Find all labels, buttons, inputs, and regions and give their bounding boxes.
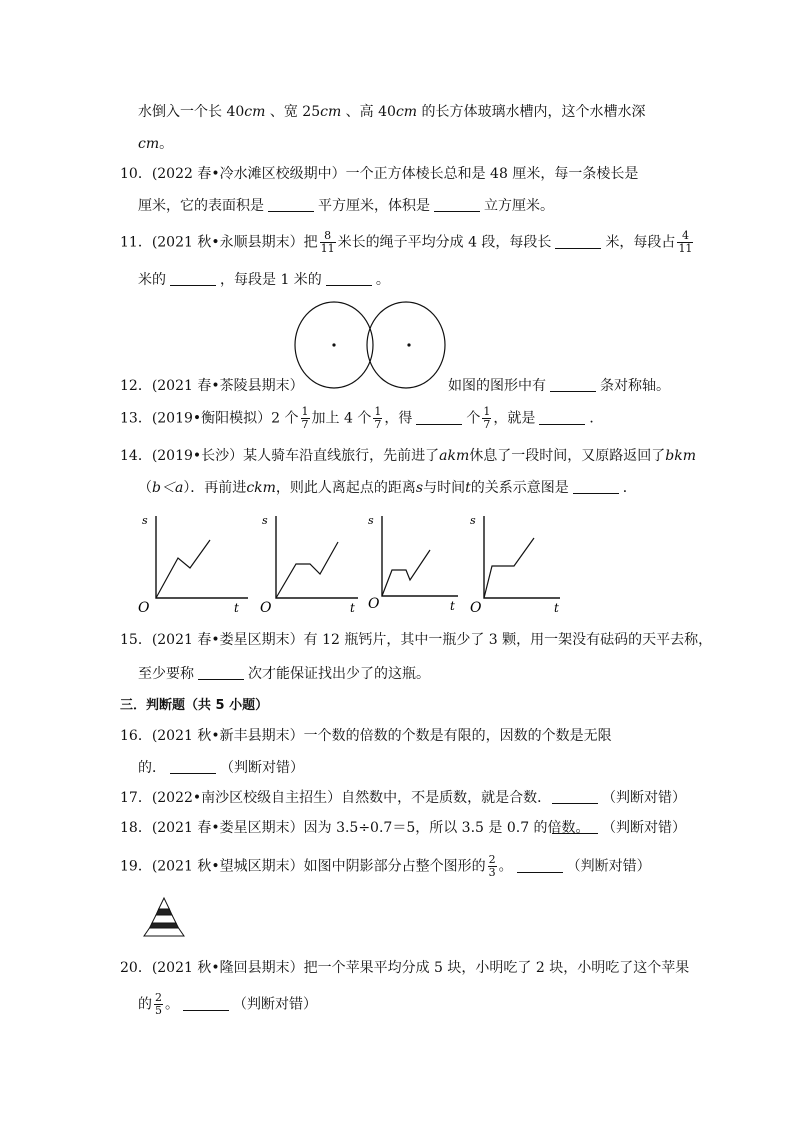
q20-line2: 的 $\frac{2}{5}$ 。 （判断对错） [138, 991, 317, 1017]
s-axis-label: s [142, 514, 148, 527]
shaded-triangle-figure [140, 896, 188, 938]
s-t-curve [156, 540, 210, 598]
answer-blank[interactable] [326, 271, 372, 286]
s-axis-label: s [262, 514, 268, 527]
origin-label: O [368, 596, 380, 612]
s-axis-label: s [368, 514, 374, 527]
answer-blank[interactable] [170, 271, 216, 286]
axes [156, 516, 248, 598]
q15-line1: 15．(2021 春•娄星区期末）有 12 瓶钙片，其中一瓶少了 3 颗，用一架没有砝码的天平去称， [120, 632, 713, 648]
q18-line: 18．(2021 春•娄星区期末）因为 3.5÷0.7＝5，所以 3.5 是 0.7 的倍数。 [120, 820, 590, 836]
q9-line1: 水倒入一个长 40cm 、宽 25cm 、高 40cm 的长方体玻璃水槽内，这个水槽水深 [138, 104, 646, 120]
q14-line2: （b＜a）．再前进ckm，则此人离起点的距离s与时间t的关系示意图是 ． [138, 480, 637, 496]
q18-judge: （判断对错） [548, 818, 686, 838]
graph-option-b [258, 508, 368, 616]
axes [382, 516, 458, 596]
t-axis-label: t [350, 601, 355, 615]
two-circles-figure [292, 300, 448, 392]
origin-label: O [138, 600, 150, 616]
q13-line: 13．(2019•衡阳模拟）2 个 $\frac{1}{7}$ 加上 4 个 $\frac{1}{7}$ ，得 个 $\frac{1}{7}$ ，就是 ． [120, 405, 604, 431]
q15-line2: 至少要称 次才能保证找出少了的这瓶。 [138, 666, 430, 682]
fraction: $\frac{1}{7}$ [374, 405, 382, 431]
s-axis-label: s [470, 514, 476, 527]
answer-blank[interactable] [416, 410, 462, 425]
answer-blank[interactable] [573, 479, 619, 494]
answer-blank[interactable] [434, 197, 480, 212]
q10-line2: 厘米，它的表面积是 平方厘米，体积是 立方厘米。 [138, 198, 554, 214]
answer-blank[interactable] [183, 996, 229, 1011]
fraction: $\frac{8}{11}$ [320, 229, 335, 255]
graph-option-a [136, 508, 256, 616]
q14-line1: 14．(2019•长沙）某人骑车沿直线旅行，先前进了akm休息了一段时间，又原路返回了bkm [120, 448, 697, 464]
q9-line2: cm。 [138, 136, 174, 152]
answer-blank[interactable] [517, 858, 563, 873]
axes [276, 516, 358, 598]
t-axis-label: t [450, 599, 455, 613]
answer-blank[interactable] [170, 759, 216, 774]
triangle-band-bottom [144, 928, 184, 936]
section-3-title: 三．判断题（共 5 小题） [120, 698, 269, 713]
right-center-dot [407, 343, 410, 346]
q19-line: 19．(2021 秋•望城区期末）如图中阴影部分占整个图形的 $\frac{2}{3}$ 。 （判断对错） [120, 853, 651, 879]
triangle-band-3 [152, 915, 176, 923]
fraction: $\frac{2}{3}$ [488, 853, 496, 879]
answer-blank[interactable] [550, 377, 596, 392]
answer-blank[interactable] [555, 234, 601, 249]
q12-suffix: 如图的图形中有 条对称轴。 [448, 378, 670, 394]
s-t-curve [382, 550, 430, 596]
fraction: $\frac{2}{5}$ [155, 991, 162, 1017]
q12-line: 12．(2021 春•茶陵县期末） [120, 378, 304, 394]
q16-line1: 16．(2021 秋•新丰县期末）一个数的倍数的个数是有限的，因数的个数是无限 [120, 728, 612, 744]
triangle-band-4 [150, 923, 179, 928]
right-circle [367, 302, 445, 388]
q10-line1: 10．(2022 春•冷水滩区校级期中）一个正方体棱长总和是 48 厘米，每一条棱长是 [120, 166, 639, 182]
q20-line1: 20．(2021 秋•隆回县期末）把一个苹果平均分成 5 块，小明吃了 2 块，小明吃了这个苹果 [120, 960, 690, 976]
graph-option-d [468, 508, 568, 616]
graph-option-c [366, 508, 466, 616]
fraction: $\frac{1}{7}$ [483, 405, 491, 431]
answer-blank[interactable] [552, 789, 598, 804]
triangle-band-2 [156, 909, 172, 915]
fraction: $\frac{1}{7}$ [301, 405, 309, 431]
answer-blank[interactable] [552, 819, 598, 834]
q17-line: 17．(2022•南沙区校级自主招生）自然数中，不是质数，就是合数． [120, 790, 552, 806]
q17-judge: （判断对错） [548, 788, 686, 808]
t-axis-label: t [554, 601, 559, 615]
fraction: $\frac{4}{11}$ [678, 229, 693, 255]
s-t-curve [484, 538, 534, 598]
q11-line1: 11．(2021 秋•永顺县期末）把 $\frac{8}{11}$ 米长的绳子平均分成 4 段，每段长 米，每段占 $\frac{4}{11}$ [120, 229, 693, 255]
answer-blank[interactable] [268, 197, 314, 212]
q11-line2: 米的 ，每段是 1 米的 。 [138, 272, 390, 288]
q16-line2: 的． （判断对错） [138, 760, 304, 776]
origin-label: O [260, 600, 272, 616]
origin-label: O [470, 600, 482, 616]
axes [484, 516, 560, 598]
answer-blank[interactable] [198, 665, 244, 680]
left-center-dot [332, 343, 335, 346]
s-t-curve [276, 542, 338, 598]
t-axis-label: t [234, 601, 239, 615]
triangle-band-top [159, 898, 170, 909]
answer-blank[interactable] [539, 410, 585, 425]
